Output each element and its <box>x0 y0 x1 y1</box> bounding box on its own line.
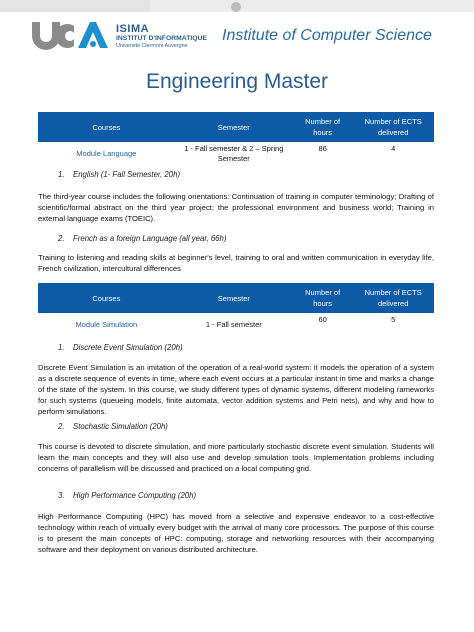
course-description-english: The third-year course includes the following orientations: Continuation of training in computer terminology; Drafting of scientific/formal abstract on the third year project; the professional environment and business world; Training in external language exams (TOEIC). <box>38 192 434 223</box>
module-simulation-table <box>38 283 434 337</box>
isima-title: ISIMA <box>116 23 150 35</box>
course-description-stochastic: This course is devoted to discrete simulation, and more particularly stochastic discrete event simulation. Students will learn the main concepts and they will also use and develop simulation tools. Implementation problems including concerns of parallelism will be discussed and practiced on a local computing grid. <box>38 442 434 473</box>
course-description-hpc: High Performance Computing (HPC) has moved from a selective and expensive endeavor to a cost-effective technology within reach of virtually every budget with the arrival of many core processors. The purpose of this course is to present the main concepts of HPC: computing, storage and networking resources with their accompanying software and their deployment on various distributed architecture. <box>38 512 434 554</box>
isima-logo-block <box>116 24 220 50</box>
module-hours: 60 <box>318 315 327 324</box>
viewer-top-bar <box>0 0 474 12</box>
header-hours: Number of hours <box>293 112 352 142</box>
header-ects: Number of ECTS delivered <box>352 112 434 142</box>
module-ects: 4 <box>391 144 396 153</box>
module-semester: 1 - Fall semester & 2 – Spring Semester <box>184 144 284 163</box>
course-heading-english: 1. English (1- Fall Semester, 20h) <box>58 170 181 179</box>
header-semester: Semester <box>175 112 293 142</box>
header-courses: Courses <box>38 283 175 313</box>
header-hours: Number of hours <box>293 283 352 313</box>
table-header-row <box>38 112 434 142</box>
course-description-french: Training to listening and reading skills at beginner's level, training to oral and written communication in everyday life, French civilization, intercultural differences <box>38 253 434 273</box>
course-heading-hpc: 3. High Performance Computing (20h) <box>58 491 197 500</box>
course-description-discrete-event: Discrete Event Simulation is an imitation of the operation of a real-world system: it models the operation of a system as a discrete sequence of events in time, where each event occurs at a particular instant in time and marks a change of the state of the system. In this course, we study different types of dynamic systems, different modeling rameworks for such systems (queueing models, finite automata, vector addition systems and Petri nets), and why and how to perform simulations. <box>38 363 434 416</box>
uca-logo <box>30 18 110 54</box>
module-ects: 5 <box>391 315 396 324</box>
header-ects: Number of ECTS delivered <box>352 283 434 313</box>
module-language-table <box>38 112 434 166</box>
course-heading-discrete-event: 1. Discrete Event Simulation (20h) <box>58 343 183 352</box>
header-courses: Courses <box>38 112 175 142</box>
isima-university: Université Clermont Auvergne <box>116 43 188 49</box>
isima-subtitle: INSTITUT D'INFORMATIQUE <box>116 35 207 42</box>
institute-title: Institute of Computer Science <box>222 27 432 44</box>
page-title: Engineering Master <box>145 70 329 93</box>
module-name: Module Language <box>76 149 137 158</box>
viewer-top-bar-segment <box>0 0 150 12</box>
header-semester: Semester <box>175 283 293 313</box>
table-header-row <box>38 283 434 313</box>
module-name: Module Simulation <box>75 320 138 329</box>
module-semester: 1 - Fall semester <box>205 320 262 329</box>
course-heading-french: 2. French as a foreign Language (all year, 66h) <box>58 234 227 243</box>
table-row <box>38 313 434 337</box>
page-indicator-dot[interactable] <box>231 2 241 12</box>
module-hours: 86 <box>318 144 327 153</box>
course-heading-stochastic: 2. Stochastic Simulation (20h) <box>58 422 168 431</box>
table-row <box>38 142 434 166</box>
